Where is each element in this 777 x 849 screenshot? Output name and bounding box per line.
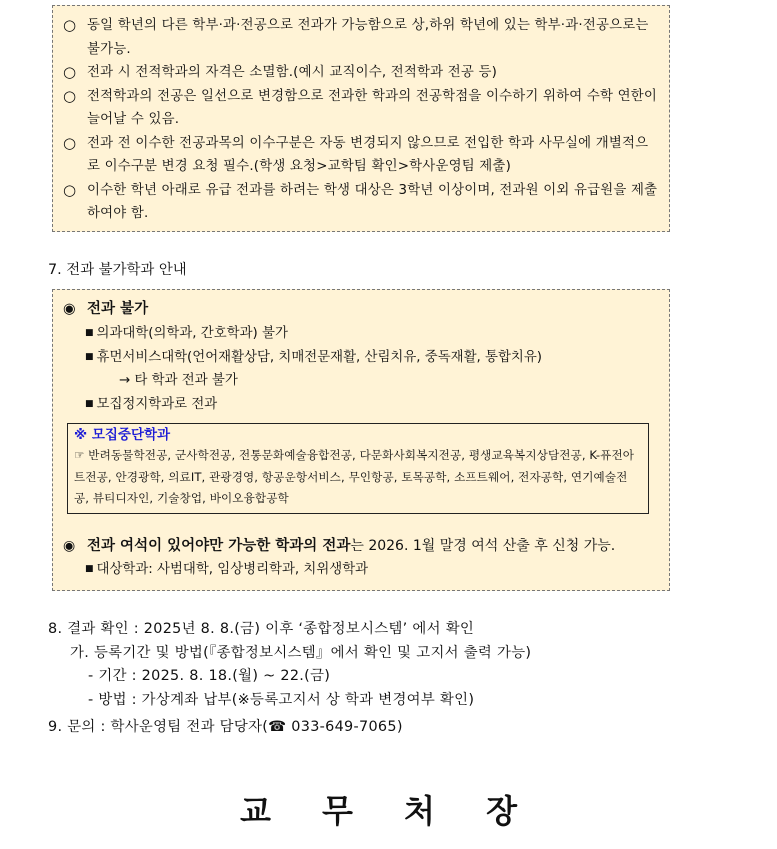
- suspended-departments-list: ☞ 반려동물학전공, 군사학전공, 전통문화예술융합전공, 다문화사회복지전공, 평생교육복지상담전공, K-퓨전아트전공, 안경광학, 의료IT, 관광경영, 항공운항서비스, 무인항공, 토목공학, 소프트웨어, 전자공학, 연기예술전공, 뷰티디자인, 기술창업, 바이오융합공학: [74, 448, 635, 505]
- circle-bullet-icon: ○: [63, 180, 77, 199]
- circle-bullet-icon: ○: [63, 16, 77, 34]
- square-bullet-icon: ■: [85, 563, 94, 574]
- notice-item: ○ 이수한 학년 아래로 유급 전과를 하려는 학생 대상은 3학년 이상이며, 전과원 이외 유급원을 제출하여야 함.: [63, 180, 658, 221]
- fisheye-bullet-icon: ◉: [63, 537, 76, 554]
- circle-bullet-icon: ○: [63, 133, 77, 152]
- notice-item: ○ 전과 전 이수한 전공과목의 이수구분은 자동 변경되지 않으므로 전입한 학과 사무실에 개별적으로 이수구분 변경 요청 필수.(학생 요청>교학팀 확인>학사운영팀 제출): [63, 133, 649, 174]
- suspended-departments-box: [67, 423, 649, 514]
- notice-box: [52, 5, 670, 232]
- vacancy-target-item: ■ 대상학과: 사범대학, 임상병리학과, 치위생학과: [85, 561, 369, 577]
- section-8-method: - 방법 : 가상계좌 납부(※등록고지서 상 학과 변경여부 확인): [88, 691, 475, 708]
- square-bullet-icon: ■: [85, 328, 94, 338]
- square-bullet-icon: ■: [85, 351, 94, 362]
- section-9-contact: 9. 문의 : 학사운영팀 전과 담당자(☎ 033-649-7065): [48, 719, 403, 735]
- notice-item: ○ 전과 시 전적학과의 자격은 소멸함.(예시 교직이수, 전적학과 전공 등): [63, 61, 659, 85]
- notice-item: ○ 동일 학년의 다른 학부·과·전공으로 전과가 가능함으로 상,하위 학년에 있는 학부·과·전공으로는 불가능.: [63, 16, 649, 57]
- section-8-line: 8. 결과 확인 : 2025년 8. 8.(금) 이후 ‘종합정보시스템’ 에서 확인: [48, 621, 475, 637]
- suspended-departments-title: ※ 모집중단학과: [74, 427, 171, 443]
- square-bullet-icon: ■: [85, 398, 94, 409]
- restriction-item: ■ 휴먼서비스대학(언어재활상담, 치매전문재활, 산림치유, 중독재활, 통합치유): [85, 349, 543, 365]
- transfer-restriction-box: [52, 289, 670, 591]
- signature-title: 교 무 처 장: [239, 792, 538, 830]
- notice-item: ○ 전적학과의 전공은 일선으로 변경함으로 전과한 학과의 전공학점을 이수하기 위하여 수학 연한이 늘어날 수 있음.: [63, 86, 657, 127]
- section-7-title: 7. 전과 불가학과 안내: [48, 262, 187, 278]
- vacancy-heading: ◉ 전과 여석이 있어야만 가능한 학과의 전과는 2026. 1월 말경 여석 산출 후 신청 가능.: [63, 534, 659, 558]
- fisheye-bullet-icon: ◉: [63, 301, 76, 317]
- section-8-period: - 기간 : 2025. 8. 18.(월) ~ 22.(금): [88, 668, 331, 684]
- section-8-registration: 가. 등록기간 및 방법(『종합정보시스템』에서 확인 및 고지서 출력 가능): [70, 644, 532, 661]
- circle-bullet-icon: ○: [63, 63, 77, 81]
- restriction-item: ■ 의과대학(의학과, 간호학과) 불가: [85, 326, 288, 341]
- restriction-item: ■ 모집정지학과로 전과: [85, 396, 218, 412]
- restriction-arrow-note: → 타 학과 전과 불가: [119, 373, 238, 388]
- restriction-heading: ◉ 전과 불가: [63, 296, 659, 322]
- circle-bullet-icon: ○: [63, 86, 77, 105]
- result-and-contact: [48, 618, 531, 740]
